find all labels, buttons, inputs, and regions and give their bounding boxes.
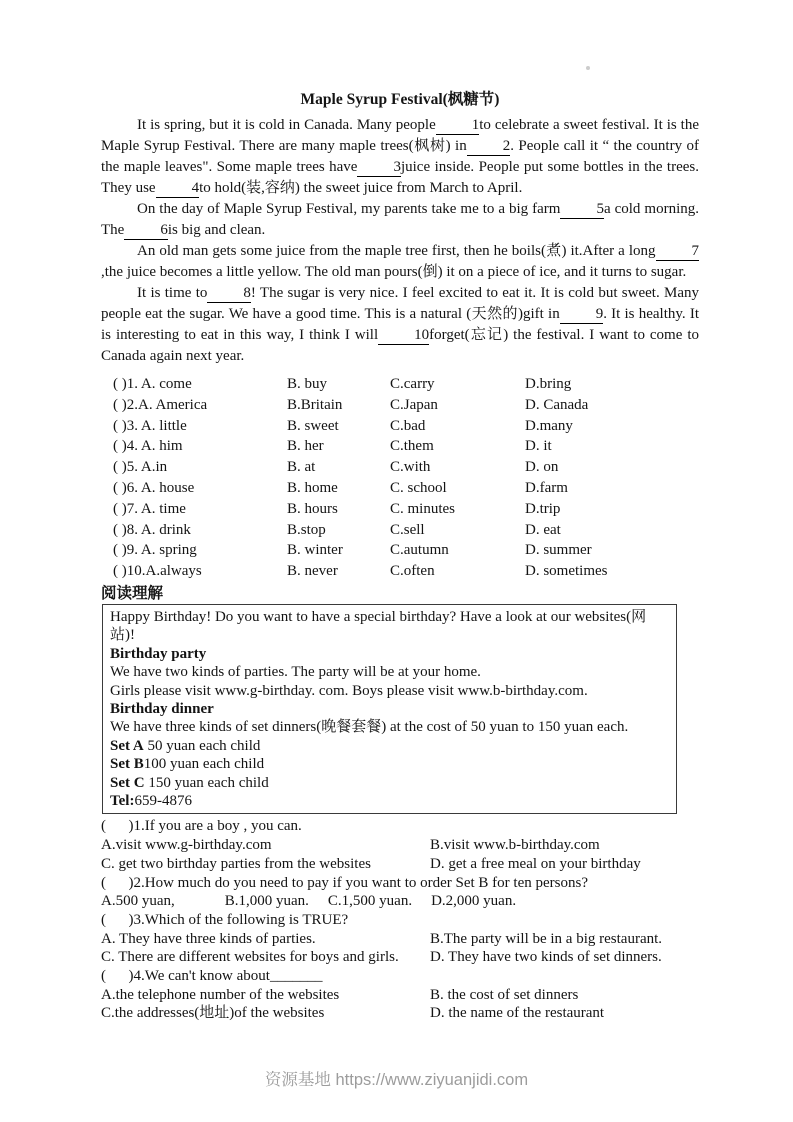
- answer-slot: ( )9. A. spring: [113, 542, 197, 559]
- text-segment: 150 yuan each child: [144, 774, 269, 791]
- reading-box-line: [110, 682, 669, 700]
- cloze-option-d: D.many: [525, 417, 573, 434]
- text-segment: We have two kinds of parties. The party will be at your home.: [110, 664, 481, 681]
- reading-section-heading: 阅读理解: [101, 584, 164, 602]
- reading-box-line: [110, 700, 669, 718]
- blank-4: 4: [156, 181, 200, 198]
- cloze-option-row: [101, 540, 699, 561]
- bold-text: Set A: [110, 737, 144, 754]
- cloze-option-c: C. school: [390, 479, 447, 496]
- option-a: A.500 yuan,: [101, 893, 175, 910]
- cloze-option-b: B. winter: [287, 542, 343, 559]
- option-a: A.the telephone number of the websites: [101, 986, 340, 1003]
- text-segment: to hold(装,容纳) the sweet juice from March to April.: [199, 180, 523, 196]
- answer-slot: ( )6. A. house: [113, 479, 195, 496]
- cloze-option-c: C.carry: [390, 376, 435, 392]
- option-d: D. get a free meal on your birthday: [430, 855, 641, 872]
- cloze-options: [101, 374, 699, 582]
- cloze-option-d: D. Canada: [525, 396, 589, 413]
- cloze-option-c: C.autumn: [390, 542, 449, 559]
- question-stem: ( )3.Which of the following is TRUE?: [101, 911, 349, 928]
- blank-1: 1: [436, 118, 480, 135]
- cloze-paragraph: [101, 115, 699, 199]
- cloze-option-d: D. on: [525, 459, 559, 476]
- reading-box-line: [110, 755, 669, 773]
- text-segment: juice inside. People put some bottles in the trees. They use: [101, 159, 699, 196]
- answer-slot: ( )5. A.in: [113, 459, 168, 476]
- reading-box-line: [110, 645, 669, 663]
- text-segment: a cold morning. The: [101, 201, 699, 238]
- cloze-option-row: [101, 395, 699, 416]
- reading-questions: [101, 817, 699, 1023]
- blank-2: 2: [467, 139, 511, 156]
- blank-3: 3: [357, 160, 401, 177]
- text-segment: Girls please visit www.g-birthday. com. Boys please visit www.b-birthday.com.: [110, 682, 588, 699]
- option-b: B. the cost of set dinners: [430, 986, 579, 1003]
- page-content: [101, 90, 699, 1023]
- option-c: C.the addresses(地址)of the websites: [101, 1005, 325, 1022]
- text-segment: It is spring, but it is cold in Canada. Many people: [137, 117, 436, 133]
- cloze-option-d: D.bring: [525, 376, 572, 392]
- option-a: A.visit www.g-birthday.com: [101, 837, 272, 854]
- answer-slot: ( )4. A. him: [113, 438, 183, 455]
- text-segment: An old man gets some juice from the maple tree first, then he boils(煮) it.After a long: [137, 243, 656, 259]
- text-segment: . People call it “ the country of the maple leaves". Some maple trees have: [101, 138, 700, 175]
- blank-7: 7: [656, 244, 700, 261]
- cloze-option-row: [101, 520, 699, 541]
- cloze-option-c: C.bad: [390, 417, 426, 434]
- bold-text: Tel:: [110, 793, 135, 810]
- blank-6: 6: [124, 223, 168, 240]
- cloze-option-c: C.with: [390, 459, 431, 476]
- bold-text: Set B: [110, 756, 144, 773]
- text-segment: On the day of Maple Syrup Festival, my parents take me to a big farm: [137, 201, 561, 217]
- reading-box-line: [110, 792, 669, 810]
- cloze-option-row: [101, 478, 699, 499]
- answer-slot: ( )1. A. come: [113, 376, 192, 392]
- reading-box: [102, 604, 677, 814]
- answer-slot: ( )7. A. time: [113, 500, 186, 517]
- question-options: [101, 836, 699, 873]
- cloze-option-row: [101, 457, 699, 478]
- cloze-paragraphs: [101, 115, 699, 367]
- cloze-option-row: [101, 416, 699, 437]
- watermark-footer: 资源基地 https://www.ziyuanjidi.com: [264, 1071, 529, 1089]
- cloze-paragraph: [101, 241, 699, 283]
- reading-box-line: [110, 608, 669, 645]
- cloze-paragraph: [101, 199, 699, 241]
- cloze-option-b: B. at: [287, 459, 316, 476]
- cloze-option-b: B. never: [287, 563, 338, 580]
- page-title: Maple Syrup Festival(枫糖节): [300, 91, 500, 108]
- text-segment: 100 yuan each child: [143, 756, 265, 773]
- reading-box-line: [110, 737, 669, 755]
- reading-box-line: [110, 718, 669, 736]
- bold-text: Birthday dinner: [110, 701, 214, 717]
- text-segment: 659-4876: [134, 793, 192, 810]
- answer-slot: ( )8. A. drink: [113, 521, 191, 538]
- reading-box-line: [110, 663, 669, 681]
- cloze-option-row: [101, 561, 699, 582]
- text-segment: ,the juice becomes a little yellow. The old man pours(倒) it on a piece of ice, and it turns to sugar.: [101, 264, 687, 280]
- option-c: C. get two birthday parties from the websites: [101, 855, 371, 872]
- blank-5: 5: [560, 202, 604, 219]
- cloze-option-row: [101, 499, 699, 520]
- question-stem: ( )4.We can't know about_______: [101, 968, 323, 985]
- cloze-option-b: B. buy: [287, 376, 328, 392]
- bold-text: Birthday party: [110, 645, 207, 662]
- cloze-option-d: D.farm: [525, 479, 568, 496]
- option-b: B.visit www.b-birthday.com: [430, 837, 600, 854]
- option-a: A. They have three kinds of parties.: [101, 930, 316, 947]
- cloze-option-c: C. minutes: [390, 500, 456, 517]
- cloze-option-d: D. it: [525, 438, 552, 455]
- text-segment: We have three kinds of set dinners(晚餐套餐) at the cost of 50 yuan to 150 yuan each.: [110, 719, 629, 736]
- option-d: D. the name of the restaurant: [430, 1005, 605, 1022]
- blank-10: 10: [378, 328, 429, 345]
- cloze-option-c: C.often: [390, 563, 435, 580]
- cloze-option-d: D. eat: [525, 521, 561, 538]
- text-segment: forget(忘记) the festival. I want to come to Canada again next year.: [101, 327, 699, 364]
- cloze-option-row: [101, 436, 699, 457]
- cloze-option-c: C.Japan: [390, 396, 438, 413]
- text-segment: . It is healthy. It is interesting to eat in this way, I think I will: [101, 306, 700, 343]
- answer-slot: ( )3. A. little: [113, 417, 187, 434]
- cloze-option-b: B.Britain: [287, 396, 343, 413]
- text-segment: It is time to: [137, 285, 208, 301]
- bold-text: Set C: [110, 774, 145, 791]
- cloze-option-b: B. sweet: [287, 417, 339, 434]
- cloze-paragraph: [101, 283, 699, 367]
- cloze-option-b: B. her: [287, 438, 324, 455]
- answer-slot: ( )2.A. America: [113, 396, 208, 413]
- option-d: D. They have two kinds of set dinners.: [430, 949, 662, 966]
- cloze-option-b: B. home: [287, 479, 338, 496]
- option-d: D.2,000 yuan.: [431, 893, 517, 910]
- option-b: B.1,000 yuan.: [224, 893, 309, 910]
- scan-artifact-speck: [586, 66, 590, 70]
- cloze-option-d: D. sometimes: [525, 563, 608, 580]
- reading-box-line: [110, 774, 669, 792]
- text-segment: to celebrate a sweet festival. It is the Maple Syrup Festival. There are many maple trees(枫树) in: [101, 117, 699, 154]
- question-stem: ( )2.How much do you need to pay if you want to order Set B for ten persons?: [101, 874, 588, 891]
- answer-slot: ( )10.A.always: [113, 563, 202, 580]
- text-segment: 50 yuan each child: [143, 737, 261, 754]
- blank-8: 8: [207, 286, 251, 303]
- cloze-option-c: C.them: [390, 438, 434, 455]
- option-b: B.The party will be in a big restaurant.: [430, 930, 663, 947]
- question-stem: ( )1.If you are a boy , you can.: [101, 818, 302, 835]
- cloze-option-b: B. hours: [287, 500, 338, 517]
- cloze-option-row: [101, 374, 699, 395]
- cloze-option-d: D.trip: [525, 500, 561, 517]
- text-segment: Happy Birthday! Do you want to have a special birthday? Have a look at our websites(网站)!: [110, 608, 647, 644]
- question-options: [101, 930, 699, 967]
- cloze-option-d: D. summer: [525, 542, 592, 559]
- question-options: [101, 986, 699, 1023]
- text-segment: is big and clean.: [167, 222, 266, 238]
- cloze-option-c: C.sell: [390, 521, 425, 538]
- question-options: [101, 892, 699, 911]
- option-c: C. There are different websites for boys and girls.: [101, 949, 399, 966]
- text-segment: ! The sugar is very nice. I feel excited to eat it. It is cold but sweet. Many people eat the sugar. We have a good time. This is a natural (天然的)gift in: [101, 285, 700, 322]
- cloze-option-b: B.stop: [287, 521, 326, 538]
- blank-9: 9: [560, 307, 604, 324]
- option-c: C.1,500 yuan.: [327, 893, 413, 910]
